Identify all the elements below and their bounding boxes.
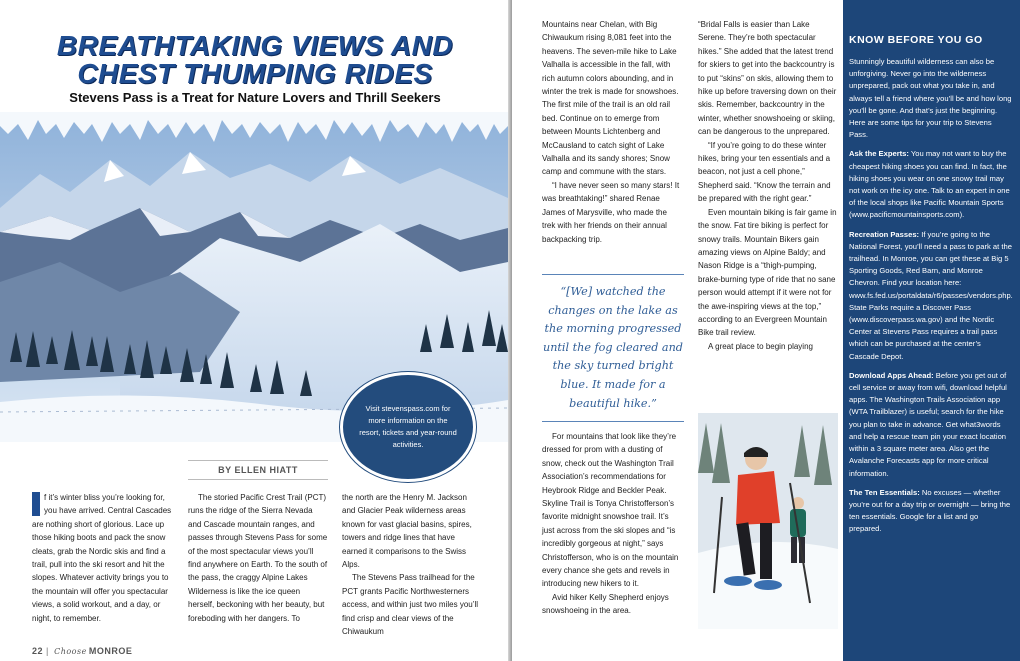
body-text: “I have never seen so many stars! It was breathtaking!” shared Renae James of Marysville, who made the trek with her friends on their annual backpacking trip. [542,180,680,244]
body-column-5 [698,18,838,353]
body-text: “If you’re going to do these winter hikes, bring your ten essentials and a beacon, not just a cell phone,” Shepherd said. “Know the terrain and be prepared with the right gear.” [698,140,831,204]
sidebar-intro: Stunningly beautiful wilderness can also be unforgiving. Never go into the wilderness unprepared, pack out what you take in, and always tell a friend where you’ll be and how long you’ll be gone. And that’s just the beginning. Here are some tips for your trip to Stevens Pass. [849,57,1012,140]
body-column-3 [342,491,482,638]
body-column-1 [32,491,172,625]
body-column-2 [188,491,328,625]
sidebar-tip [849,229,1012,363]
tip-title: Download Apps Ahead: [849,370,934,380]
body-column-4 [542,18,682,246]
page-footer: 22 | Choose MONROE [32,646,133,656]
magazine-name: MONROE [88,646,133,656]
tip-title: The Ten Essentials: [849,487,920,497]
page-number: 22 [32,646,44,656]
tip-title: Ask the Experts: [849,149,909,159]
body-column-4-continued [542,430,682,618]
tip-body: No excuses — whether you’re out for a day trip or overnight — bring the ten essentials. Google for a list and go prepared. [849,487,1011,534]
subheadline: Stevens Pass is a Treat for Nature Lovers and Thrill Seekers [69,90,441,105]
headline-line-1: BREATHTAKING VIEWS AND [56,30,454,61]
body-text: f it’s winter bliss you’re looking for, you have arrived. Central Cascades are nothing short of glorious. Lace up those hiking boots and pack the snow cleats, grab the Nordic skis and find a trail, pull into the ski resort and hit the slopes. Whatever activity brings you to the mountain will offer you spectacular views, a solid workout, and a day, or night, to remember. [32,493,172,623]
right-page [512,0,1020,661]
snowshoers-photo [698,413,838,629]
magazine-choose: Choose [54,647,87,656]
drop-cap: I [32,492,40,516]
body-text: Avid hiker Kelly Shepherd enjoys snowshoeing in the area. [542,592,669,616]
body-text: Mountains near Chelan, with Big Chiwaukum rising 8,081 feet into the heavens. The seven-mile hike to Lake Valhalla is accessible in the fall, with rich autumn colors abounding, and in winter the trek is made for snowshoes. The first mile of the trail is an old rail bed. Continue on to emerge from between Mounts Lichtenberg and McCausland to catch sight of Lake Valhalla and its sandy shores; Snow camp and commune with the stars. [542,20,679,177]
tip-body: Before you get out of cell service or away from wifi, download helpful apps. The Washington Trails Association app (WTA Trailblazer) is useful; search for the hike you plan to take in advance. Get what3words and help a rescue team pin your exact location within a 3 square meter area. Also get the Avalanche Forecasts app for more critical information. [849,370,1007,478]
body-text: the north are the Henry M. Jackson and Glacier Peak wilderness areas known for vast glacial basins, spires, towers and ridge lines that have earned it comparisons to the Swiss Alps. [342,493,472,570]
info-callout-circle: Visit stevenspass.com for more information on the resort, tickets and year-round activities. [340,372,476,482]
byline: BY ELLEN HIATT [188,460,328,480]
headline-line-2: CHEST THUMPING RIDES [77,58,433,89]
tip-body: You may not want to buy the cheapest hiking shoes you can find. In fact, the hiking shoes you wear on one snowy trail may not work on the icy one. Talk to an expert in one of the local shops like Pacific Mountain Sports (www.pacificmountainsports.com). [849,149,1010,220]
body-text: For mountains that look like they’re dressed for prom with a dusting of snow, check out the Washington Trail Association’s recommendations for Heybrook Ridge and Beckler Peak. Skyline Trail is Tonya Christofferson’s favorite midnight snowshoe trail. It’s just across from the ski slopes and “is incredibly gorgeous at night,” says Christofferson, who is on the mountain every chance she gets and revels in introducing new hikers to it. [542,432,679,589]
body-text: “Bridal Falls is easier than Lake Serene. They’re both spectacular hikes.” She added that the latest trend for skiers to get into the backcountry is to put “skins” on skis, allowing them to hike up before traversing down on their skis. Remember, backcountry in the winter, whether snowshoeing or skiing, can be dangerous to the unprepared. [698,20,837,137]
pull-quote: “[We] watched the changes on the lake as the morning progressed until the fog cleared and the sky turned bright blue. It made for a beautiful hike.” [542,274,684,422]
body-text: Even mountain biking is fair game in the snow. Fat tire biking is perfect for snowy trails. Mountain Bikers gain amazing views on Alpine Baldy; and Nason Ridge is a “thigh-pumping, brake-burning type of ride that no sane person would attempt if it were not for the awe-inspiring views at the top,” according to an Evergreen Mountain Bike trail review. [698,207,837,338]
body-text: The storied Pacific Crest Trail (PCT) runs the ridge of the Sierra Nevada and Cascade mountain ranges, and passes through Stevens Pass for some of the most spectacular views you’ll find anywhere on Earth. To the south of the pass, the craggy Alpine Lakes Wilderness is like the ice queen herself, beckoning with her beauty, but foreboding with her dangers. To [188,493,328,623]
know-before-you-go-sidebar [843,0,1020,661]
sidebar-tip [849,148,1012,221]
tip-body: If you’re going to the National Forest, you’ll need a pass to park at the trailhead. In Monroe, you can get these at Big 5 Sporting Goods, Red Barn, and Monroe Chevron. Find your location here: www.fs.fed.us/portaldata/r6/passes/vendors.php. State Parks require a Discover Pass (www.discoverpass.wa.gov) and the Nordic Center at Stevens Pass requires a trail pass which can be purchased at the center’s Cascade Depot. [849,229,1013,361]
body-text: A great place to begin playing [708,341,813,351]
sidebar-tip [849,370,1012,480]
body-text: The Stevens Pass trailhead for the PCT grants Pacific Northwesterners access, and within just two miles you’ll find crisp and clear views of the Chiwaukum [342,573,479,637]
sidebar-title: KNOW BEFORE YOU GO [849,34,983,46]
sidebar-tip [849,487,1012,536]
tip-title: Recreation Passes: [849,229,920,239]
